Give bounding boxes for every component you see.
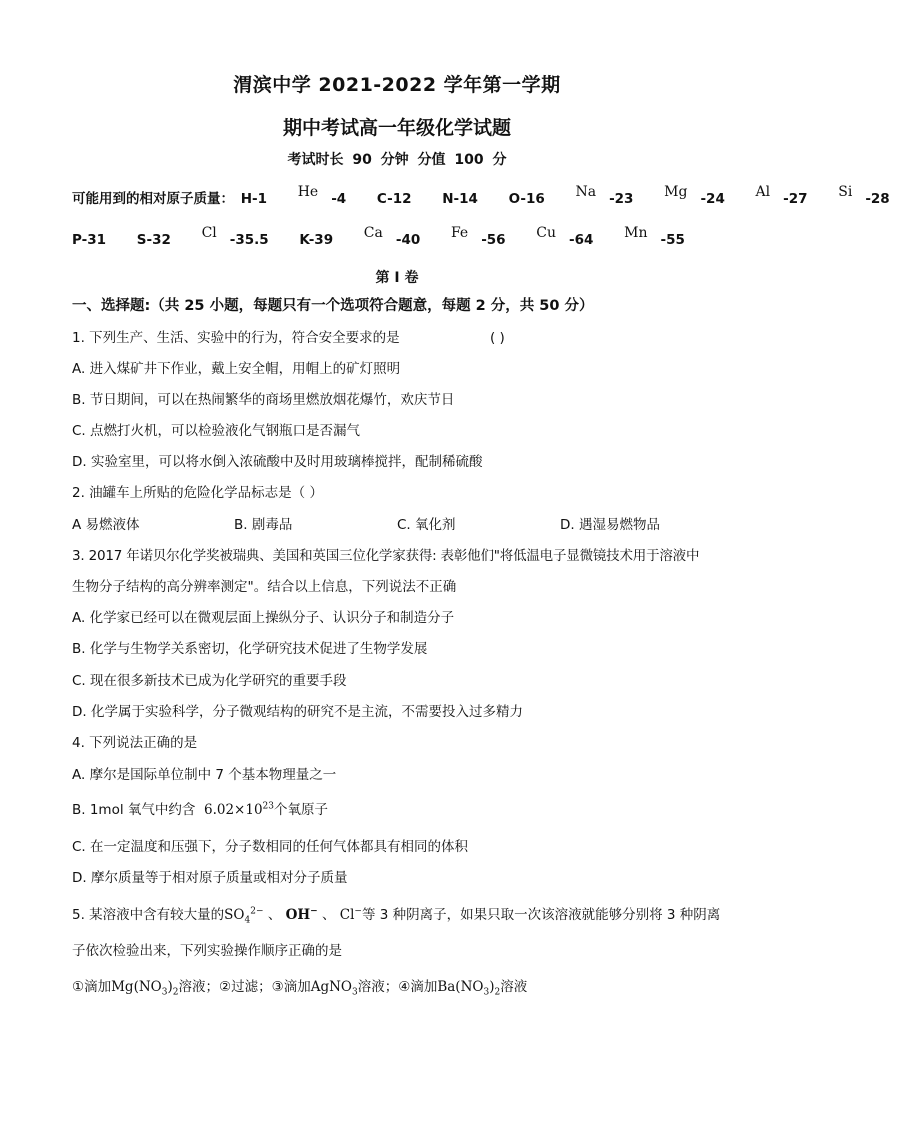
- silver-nitrate: AgNO$_3$: [310, 979, 358, 998]
- question-4-option-c: C. 在一定温度和压强下，分子数相同的任何气体都具有相同的体积: [72, 839, 469, 855]
- section-heading: 一、选择题:（共 25 小题，每题只有一个选项符合题意，每题 2 分，共 50 分）: [72, 298, 594, 314]
- avogadro-number: $6.02\times 10^{23}$: [203, 801, 274, 818]
- magnesium-nitrate: $Mg(NO_3)_2$: [111, 979, 179, 998]
- exam-title-school: 渭滨中学 2021-2022 学年第一学期: [233, 74, 561, 96]
- mass-cu: Cu -64: [536, 225, 594, 248]
- hydroxide-ion: OH−: [285, 906, 318, 923]
- mass-na: Na -23: [575, 184, 634, 207]
- question-1-option-b: B. 节日期间，可以在热闹繁华的商场里燃放烟花爆竹，欢庆节日: [72, 392, 455, 408]
- mass-n: N-14: [442, 191, 478, 207]
- atomic-masses-row-2: [72, 225, 711, 249]
- mass-h: H-1: [240, 191, 267, 207]
- sulfate-ion: $SO_4^{2-}$: [224, 906, 264, 926]
- question-4-option-b: B. 1mol 氧气中约含 $6.02\times 10^{23}$个氧原子: [72, 801, 328, 818]
- mass-c: C-12: [376, 191, 412, 207]
- question-3-option-d: D. 化学属于实验科学，分子微观结构的研究不是主流，不需要投入过多精力: [72, 704, 523, 720]
- question-5-stem-line-2: 子依次检验出来，下列实验操作顺序正确的是: [72, 943, 342, 959]
- mass-ca: Ca -40: [363, 225, 421, 248]
- question-3-stem-line-1: 3. 2017 年诺贝尔化学奖被瑞典、美国和英国三位化学家获得: 表彰他们"将低温电子显微镜技术用于溶液中: [72, 548, 700, 564]
- mass-cl: Cl -35.5: [201, 225, 269, 248]
- question-5-operations: ①滴加$Mg(NO_3)_2$溶液；②过滤；③滴加AgNO$_3$溶液；④滴加$Ba(NO_3)_2$溶液: [72, 979, 528, 998]
- mass-al: Al -27: [755, 184, 808, 207]
- barium-nitrate: $Ba(NO_3)_2$: [437, 979, 501, 998]
- question-3-stem-line-2: 生物分子结构的高分辨率测定"。结合以上信息，下列说法不正确: [72, 579, 457, 595]
- question-5-stem-line-1: 5. 某溶液中含有较大量的$SO_4^{2-}$ 、 OH− 、 Cl−等 3 种阴离子，如果只取一次该溶液就能够分别将 3 种阴离: [72, 906, 721, 926]
- part-label: 第 I 卷: [375, 270, 419, 286]
- mass-p: P-31: [72, 232, 107, 248]
- mass-fe: Fe -56: [450, 225, 506, 248]
- mass-k: K-39: [299, 232, 334, 248]
- question-3-option-c: C. 现在很多新技术已成为化学研究的重要手段: [72, 673, 347, 689]
- question-2-option-a: A 易燃液体: [72, 517, 140, 533]
- atomic-masses-row-1: [72, 184, 916, 208]
- question-4-option-d: D. 摩尔质量等于相对原子质量或相对分子质量: [72, 870, 348, 886]
- question-4-option-a: A. 摩尔是国际单位制中 7 个基本物理量之一: [72, 767, 337, 783]
- exam-duration-score: 考试时长 90 分钟 分值 100 分: [287, 152, 507, 168]
- question-1-option-c: C. 点燃打火机，可以检验液化气钢瓶口是否漏气: [72, 423, 361, 439]
- question-4-stem: 4. 下列说法正确的是: [72, 735, 198, 751]
- question-2-stem: 2. 油罐车上所贴的危险化学品标志是（ ）: [72, 485, 323, 501]
- mass-he: He -4: [297, 184, 347, 207]
- question-2-option-c: C. 氧化剂: [397, 517, 456, 533]
- mass-o: O-16: [508, 191, 545, 207]
- question-2-option-b: B. 剧毒品: [234, 517, 293, 533]
- question-1-stem: 1. 下列生产、生活、实验中的行为，符合安全要求的是 ( ): [72, 330, 505, 346]
- mass-mn: Mn -55: [624, 225, 685, 248]
- question-3-option-a: A. 化学家已经可以在微观层面上操纵分子、认识分子和制造分子: [72, 610, 455, 626]
- question-3-option-b: B. 化学与生物学关系密切，化学研究技术促进了生物学发展: [72, 641, 428, 657]
- exam-title-subject: 期中考试高一年级化学试题: [282, 117, 511, 139]
- answer-parens: ( ): [490, 330, 505, 346]
- question-2-option-d: D. 遇湿易燃物品: [560, 517, 660, 533]
- mass-si: Si -28: [838, 184, 890, 207]
- question-1-option-d: D. 实验室里，可以将水倒入浓硫酸中及时用玻璃棒搅拌，配制稀硫酸: [72, 454, 483, 470]
- atomic-masses-label: 可能用到的相对原子质量：: [72, 191, 234, 207]
- question-1-option-a: A. 进入煤矿井下作业，戴上安全帽，用帽上的矿灯照明: [72, 361, 401, 377]
- mass-mg: Mg -24: [664, 184, 725, 207]
- mass-s: S-32: [136, 232, 171, 248]
- chloride-ion: Cl−: [339, 906, 362, 923]
